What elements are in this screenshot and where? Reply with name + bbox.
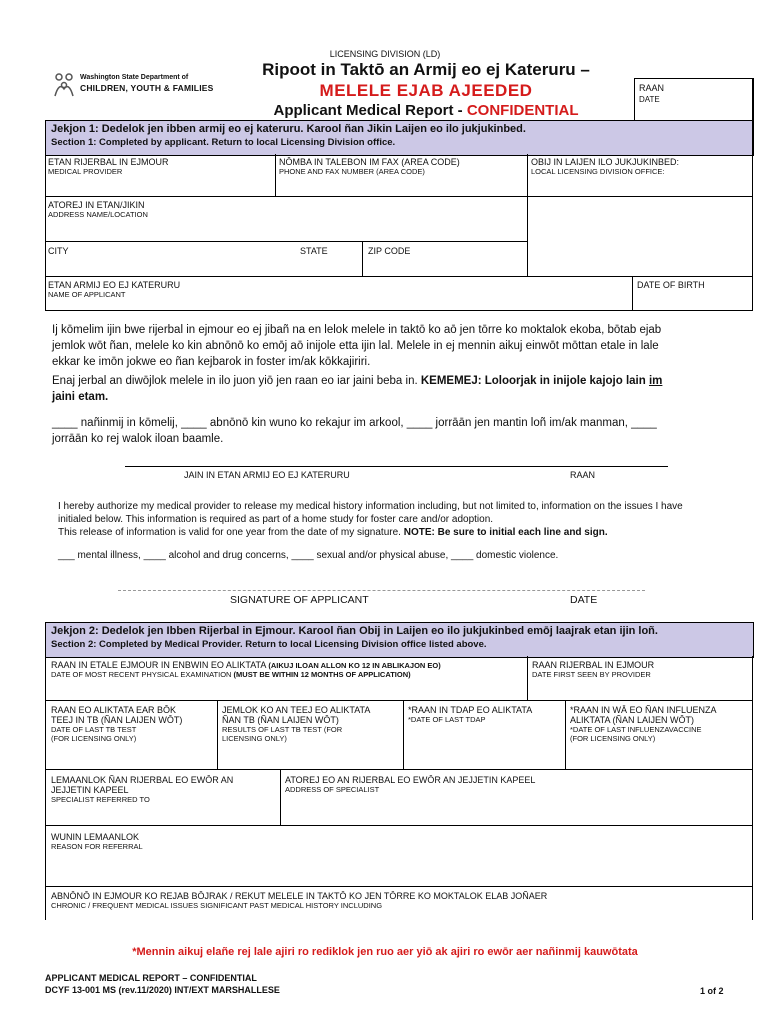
referral-reason-field[interactable] [51,832,143,851]
signature-label-m: JAIN IN ETAN ARMIJ EO EJ KATERURU [184,470,350,480]
applicant-label-m: ETAN ARMIJ EO EJ KATERURU [48,280,181,290]
section2-title-e: Section 2: Completed by Medical Provider. Return to local Licensing Division office listed above. [51,639,487,650]
first-label-m: RAAN RIJERBAL IN EJMOUR [532,660,655,670]
form-title-english [236,102,616,119]
zip-field[interactable]: ZIP CODE [368,246,411,256]
tb-label-m1: RAAN EO ALIKTATA EAR BŌK [51,705,177,715]
footer-form-id: DCYF 13-001 MS (rev.11/2020) INT/EXT MARSHALLESE [45,985,280,995]
specialist-field[interactable] [51,775,233,804]
tb-label-e2: (FOR LICENSING ONLY) [51,734,137,743]
applicant-label-e: NAME OF APPLICANT [48,290,126,299]
office-label-m: OBIJ IN LAIJEN ILO JUKJUKINBED: [531,157,680,167]
res-label-e1: RESULTS OF LAST TB TEST (FOR [222,725,343,734]
address-field[interactable] [48,200,148,219]
footer-form-title: APPLICANT MEDICAL REPORT – CONFIDENTIAL [45,973,257,983]
authorization-paragraph-e [58,500,770,562]
phone-label-m: NŌMBA IN TALEBON IM FAX (AREA CODE) [279,157,460,167]
address-label-e: ADDRESS NAME/LOCATION [48,210,148,219]
chronic-label-m: ABNŌNŌ IN EJMOUR KO REJAB BŌJRAK / REKUT MELELE IN TAKTŌ KO JEN TŌRRE KO MOKTALOK ELAB JOÑAER [51,891,548,901]
phone-fax-field[interactable] [279,157,460,176]
first-seen-field[interactable] [532,660,654,679]
chronic-label-e: CHRONIC / FREQUENT MEDICAL ISSUES SIGNIFICANT PAST MEDICAL HISTORY INCLUDING [51,901,383,910]
tdap-label-e: *DATE OF LAST TDAP [408,715,486,724]
signature-line-m[interactable] [125,466,668,467]
local-office-field[interactable] [531,157,679,176]
section2-title-m: Jekjon 2: Dedelok jen Ibben Rijerbal in Ejmour. Karool ñan Obij in Laijen eo ilo jukjukinbed emōj laajrak etan ijin loñ. [51,625,658,637]
section1-header [45,120,754,156]
flu-label-e2: (FOR LICENSING ONLY) [570,734,656,743]
dob-field[interactable]: DATE OF BIRTH [637,280,705,290]
spec-label-e: SPECIALIST REFERRED TO [51,795,150,804]
para-e3-text: This release of information is valid for one year from the date of my signature. [58,527,404,538]
para-m-line5: jaini etam. [52,391,109,403]
initials-line-e[interactable]: ___ mental illness, ____ alcohol and drug concerns, ____ sexual and/or physical abuse, ____ domestic violence. [58,550,559,561]
applicant-name-field[interactable] [48,280,180,299]
title-english-text: Applicant Medical Report - [273,102,467,119]
date-label-sig-m: RAAN [570,470,596,480]
para-m4-text: Enaj jerbal an diwōjlok melele in ilo juon yiō jen raan eo iar jaini beba in. [52,375,421,387]
chronic-issues-field[interactable] [51,891,547,910]
exam-m-bold: (AIKUJ ILOAN ALLON KO 12 IN ABLIKAJON EO) [268,661,441,670]
para-e-line3 [58,526,770,539]
form-title-marshallese: Ripoot in Taktō an Armij eo ej Kateruru – [262,60,590,79]
initials-line-m1[interactable]: ____ nañinmij in kōmelij, ____ abnōnō kin wuno ko rekajur im arkool, ____ jorrāān jen mantin loñ im/ak manman, ____ [52,417,657,429]
address-label-m: ATOREJ IN ETAN/JIKIN [48,200,145,210]
exam-label-e [51,670,441,679]
para-m-line1: Ij kōmelim ijin bwe rijerbal in ejmour eo ej jibañ na en lelok melele in taktō ko aō jen tōrre ko moktalok ekoba, bōtab ejab [52,324,662,336]
res-label-e2: LICENSING ONLY) [222,734,287,743]
tb-label-e1: DATE OF LAST TB TEST [51,725,137,734]
signature-label-e: SIGNATURE OF APPLICANT [230,594,369,606]
date-field[interactable] [634,78,754,121]
tb-label-m2: TEEJ IN TB (ÑAN LAIJEN WŌT) [51,715,183,725]
family-logo-icon [52,72,76,98]
para-e-line2: initialed below. This information is required as part of a home study for foster care and/or adoption. [58,514,494,525]
city-field[interactable]: CITY [48,246,69,256]
tdap-label-m: *RAAN IN TDAP EO ALIKTATA [408,705,533,715]
section2-header [45,622,754,658]
footnote-red: *Mennin aikuj elañe rej lale ajiri ro rediklok jen ruo aer yiō ak ajiri ro ewōr aer nañinmij kauwōtata [132,946,638,958]
specaddr-label-e: ADDRESS OF SPECIALIST [285,785,380,794]
para-m4-under: im [648,375,663,387]
phone-label-e: PHONE AND FAX NUMBER (AREA CODE) [279,167,425,176]
specialist-address-field[interactable] [285,775,535,794]
specaddr-label-m: ATOREJ EO AN RIJERBAL EO EWŌR AN JEJJETIN KAPEEL [285,775,536,785]
para-e3-bold: NOTE: Be sure to initial each line and sign. [403,527,608,538]
first-label-e: DATE FIRST SEEN BY PROVIDER [532,670,651,679]
date-label-e: DATE [639,95,660,104]
exam-m-text: RAAN IN ETALE EJMOUR IN ENBWIN EO ALIKTATA [51,660,266,670]
exam-label-m [51,660,441,670]
page-number: 1 of 2 [700,986,724,996]
flu-label-m1: *RAAN IN WĀ EO ÑAN INFLUENZA [570,705,717,715]
signature-line-e[interactable] [118,590,645,591]
exam-e-text: DATE OF MOST RECENT PHYSICAL EXAMINATION [51,670,232,679]
office-label-e: LOCAL LICENSING DIVISION OFFICE: [531,167,665,176]
provider-label-m: ETAN RIJERBAL IN EJMOUR [48,157,169,167]
para-m-line2: jemlok wōt ñan, melele ko kin abnōnō ko emōj aō inijole etta ijin lal. Melele in ej mennin aikuj einwōt mōttan etale in lale [52,340,659,352]
reason-label-m: WUNIN LEMAANLOK [51,832,140,842]
medical-provider-field[interactable] [48,157,169,176]
date-label-sig-e: DATE [570,594,598,606]
title-confidential: CONFIDENTIAL [466,102,579,119]
physical-exam-date-field[interactable] [51,660,441,679]
flu-vaccine-date-field[interactable] [570,705,717,743]
form-title-red: MELELE EJAB AJEEDED [319,81,533,100]
spec-label-m2: JEJJETIN KAPEEL [51,785,129,795]
exam-e-bold: (MUST BE WITHIN 12 MONTHS OF APPLICATION) [233,670,411,679]
para-m-line4 [52,373,752,389]
tdap-date-field[interactable] [408,705,532,724]
logo-line1: Washington State Department of [80,74,189,81]
authorization-paragraph-m [52,322,752,447]
tb-test-date-field[interactable] [51,705,182,743]
date-label-m: RAAN [639,83,665,93]
para-e-line1: I hereby authorize my medical provider to release my medical history information including, but not limited to, information on the issues I have [58,501,683,512]
logo-line2: CHILDREN, YOUTH & FAMILIES [80,83,214,93]
flu-label-m2: ALIKTATA (ÑAN LAIJEN WŌT) [570,715,695,725]
res-label-m2: ÑAN TB (ÑAN LAIJEN WŌT) [222,715,339,725]
state-field[interactable]: STATE [300,246,328,256]
division-label: LICENSING DIVISION (LD) [329,49,441,59]
section1-title-m: Jekjon 1: Dedelok jen ibben armij eo ej kateruru. Karool ñan Jikin Laijen eo ilo jukjukinbed. [51,123,526,135]
spec-label-m1: LEMAANLOK ÑAN RIJERBAL EO EWŌR AN [51,775,234,785]
dcyf-logo [52,72,252,100]
section1-title-e: Section 1: Completed by applicant. Return to local Licensing Division office. [51,137,396,148]
provider-label-e: MEDICAL PROVIDER [48,167,123,176]
flu-label-e1: *DATE OF LAST INFLUENZAVACCINE [570,725,702,734]
initials-line-m2: jorrāān ko rej walok iloan baamle. [52,433,224,445]
reason-label-e: REASON FOR REFERRAL [51,842,143,851]
tb-results-field[interactable] [222,705,370,743]
res-label-m1: JEMLOK KO AN TEEJ EO ALIKTATA [222,705,371,715]
para-m4-bold: KEMEMEJ: Loloorjak in inijole kajojo lain [420,375,649,387]
para-m-line3: ekkar ke imōn jokwe eo ñan kejbarok in foster im/ak kōkkajiriri. [52,356,371,368]
